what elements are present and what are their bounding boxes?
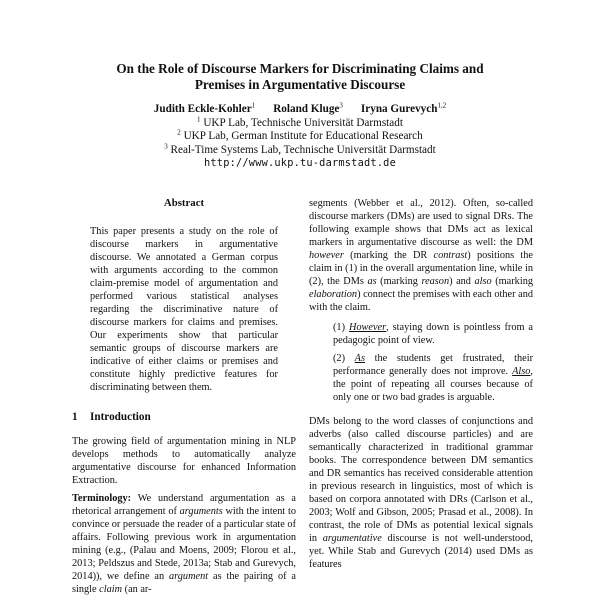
text-run: DMs belong to the word classes of conjunctions and adverbs (also called discourse particles) and are semantically characterized in traditional grammar books. The correspondence between DM semantics and DR semantics has received considerable attention in previous research in linguistics, most of which is based on corpora annotated with DRs (Carlson et al., 2003; Wolf and Gibson, 2005; Prasad et al., 2008). In contrast, the role of DMs as potential lexical signals in	[309, 416, 533, 544]
left-column	[72, 197, 296, 596]
discourse-marker: Also	[512, 366, 531, 377]
text-run: ) and	[449, 276, 475, 287]
affiliation-text: UKP Lab, Technische Universität Darmstadt	[203, 116, 403, 129]
emphasis: argument	[169, 571, 209, 582]
affiliation-sup: 2	[177, 128, 181, 137]
right-column	[309, 197, 533, 571]
text-run: (marking the DR	[343, 250, 434, 261]
affiliation	[60, 114, 540, 131]
emphasis: as	[367, 276, 377, 287]
affiliation	[60, 130, 540, 144]
example-text: the students get frustrated, their performance generally does not improve.	[333, 353, 534, 377]
author-name: Iryna Gurevych	[360, 103, 438, 115]
author-name: Judith Eckle-Kohler	[153, 103, 252, 115]
terminology-label: Terminology:	[72, 493, 132, 504]
emphasis: also	[474, 276, 492, 287]
text-run: ) positions the claim in (1) in the overall argumentation line, while in (2), the DMs	[309, 250, 533, 287]
example-number: (2)	[333, 353, 346, 364]
affiliation-sup: 3	[164, 141, 168, 150]
example-text: , the point of repeating all courses because of only one or two bad grades is arguable.	[333, 366, 533, 403]
example-1	[333, 321, 533, 347]
text-run: (marking	[376, 276, 422, 287]
section-title: Introduction	[90, 411, 151, 423]
intro-paragraph-1: The growing field of argumentation mining in NLP develops methods to automatically analyze argumentative discourse for enhanced Information Extraction.	[72, 436, 296, 486]
author-sup: 1,2	[437, 101, 447, 110]
abstract-heading: Abstract	[163, 197, 205, 209]
emphasis: however	[309, 250, 344, 261]
text-run: We understand argumentation as a rhetorical arrangement of	[72, 493, 296, 517]
body-paragraph	[309, 415, 533, 571]
text-run: discourse is not well-understood, yet. While Stab and Gurevych (2014) used DMs as features	[309, 533, 533, 570]
lab-url[interactable]: http://www.ukp.tu-darmstadt.de	[204, 157, 396, 169]
text-run: ) connect the premises with each other and with the claim.	[309, 289, 533, 313]
emphasis: elaboration	[309, 289, 358, 300]
section-number: 1	[72, 411, 78, 423]
text-run: (an ar-	[122, 584, 152, 595]
emphasis: contrast	[433, 250, 468, 261]
author-sup: 3	[339, 101, 343, 110]
text-run: as the pairing of a single	[72, 571, 296, 595]
author-name: Roland Kluge	[273, 103, 340, 115]
body-paragraph	[309, 197, 533, 314]
emphasis: argumentative	[322, 533, 382, 544]
emphasis: claim	[99, 584, 123, 595]
author-sup: 1	[251, 101, 256, 110]
example-2	[333, 352, 533, 404]
affiliation-text: Real-Time Systems Lab, Technische Universität Darmstadt	[170, 143, 436, 156]
example-text: , staying down is pointless from a pedagogic point of view.	[333, 322, 533, 346]
intro-paragraph-2	[72, 492, 296, 596]
author-names	[60, 103, 540, 117]
text-run: (marking	[491, 276, 533, 287]
paper-title	[60, 61, 540, 93]
text-run: segments (Webber et al., 2012). Often, so-called discourse markers (DMs) are used to signal DRs. The following example shows that DMs act as lexical markers in argumentative discourse as well: the DM	[309, 198, 533, 248]
author-block	[60, 103, 540, 171]
affiliation	[60, 141, 540, 158]
section-heading	[72, 411, 296, 424]
discourse-marker: However	[348, 322, 387, 333]
affiliation-sup: 1	[197, 114, 201, 123]
affiliation-text: UKP Lab, German Institute for Educational Research	[183, 130, 423, 142]
example-number: (1)	[333, 322, 346, 333]
text-run: with the intent to convince or persuade the reader of a particular state of affairs. Following previous work in argumentation mining (e.g., (Palau and Moens, 2009; Florou et al., 2013; Peldszus and Stede, 2013a; Stab and Gurevych, 2014)), we define an	[72, 506, 296, 582]
emphasis: reason	[421, 276, 450, 287]
title-line-2: Premises in Argumentative Discourse	[194, 77, 406, 92]
title-line-1: On the Role of Discourse Markers for Discriminating Claims and	[116, 61, 484, 76]
emphasis: arguments	[179, 506, 223, 517]
abstract-text: This paper presents a study on the role of discourse markers in argumentative discourse. We annotated a German corpus with arguments according to the common claim-premise model of argumentation and performed various statistical analyses regarding the discriminative nature of discourse markers for claims and premises. Our experiments show that particular semantic groups of discourse markers are indicative of either claims or premises and constitute highly predictive features for discriminating between them.	[90, 226, 278, 393]
discourse-marker: As	[354, 353, 365, 364]
